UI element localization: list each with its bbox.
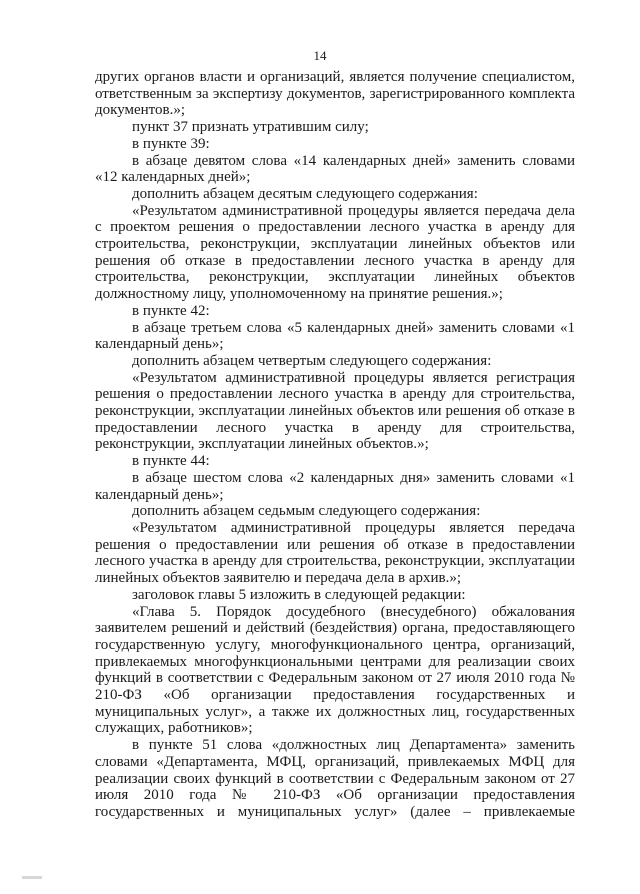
paragraph: пункт 37 признать утратившим силу; (132, 119, 369, 136)
paragraph: дополнить абзацем четвертым следующего содержания: (132, 352, 492, 369)
paragraph: «Результатом административной процедуры является передача решения о предоставлении или решения об отказе в предоставлении лесного участка в аренду для строительства, реконструкции, эксплуатации линейных объектов заявителю и передача дела в архив.»; (95, 519, 575, 587)
paragraph: дополнить абзацем десятым следующего содержания: (132, 185, 478, 202)
document-body (95, 69, 575, 821)
paragraph: дополнить абзацем седьмым следующего содержания: (132, 503, 481, 520)
paragraph: заголовок главы 5 изложить в следующей редакции: (132, 586, 466, 603)
paragraph: в абзаце девятом слова «14 календарных дней» заменить словами «12 календарных дней»; (95, 152, 575, 186)
paragraph: в пункте 39: (132, 135, 210, 152)
paragraph: «Результатом административной процедуры является регистрация решения о предоставлении лесного участка в аренду для строительства, реконструкции, эксплуатации линейных объектов или решения об отказе в предоставлении лесного участка в аренду для строительства, реконструкции, эксплуатации линейных объектов.»; (95, 369, 575, 453)
paragraph: «Результатом административной процедуры является передача дела с проектом решения о предоставлении лесного участка в аренду для строительства, реконструкции, эксплуатации линейных объектов или решения об отказе в предоставлении лесного участка в аренду для строительства, реконструкции, эксплуатации линейных объектов должностному лицу, уполномоченному на принятие решения.»; (95, 202, 575, 303)
paragraph: в абзаце шестом слова «2 календарных дня» заменить словами «1 календарный день»; (95, 469, 575, 503)
page-number: 14 (313, 48, 327, 63)
paragraph: в пункте 51 слова «должностных лиц Департамента» заменить словами «Департамента, МФЦ, организаций, привлекаемых МФЦ для реализации своих функций в соответствии с Федеральным законом от 27 июля 2010 года № 210-ФЗ «Об организации предоставления государственных и муниципальных услуг» (далее – привлекаемые (95, 737, 575, 820)
paragraph: в пункте 42: (132, 302, 210, 319)
scan-mark (22, 876, 42, 879)
paragraph: других органов власти и организаций, является получение специалистом, ответственным за экспертизу документов, зарегистрированного комплекта документов.»; (95, 69, 575, 119)
paragraph: «Глава 5. Порядок досудебного (внесудебного) обжалования заявителем решений и действий (бездействия) органа, предоставляющего государственную услугу, многофункционального центра, организаций, привлекаемых многофункциональными центрами для реализации своих функций в соответствии с Федеральным законом от 27 июля 2010 года № 210-ФЗ «Об организации предоставления государственных и муниципальных услуг», а также их должностных лиц, государственных служащих, работников»; (95, 603, 575, 737)
paragraph: в пункте 44: (132, 453, 210, 470)
paragraph: в абзаце третьем слова «5 календарных дней» заменить словами «1 календарный день»; (95, 319, 575, 353)
